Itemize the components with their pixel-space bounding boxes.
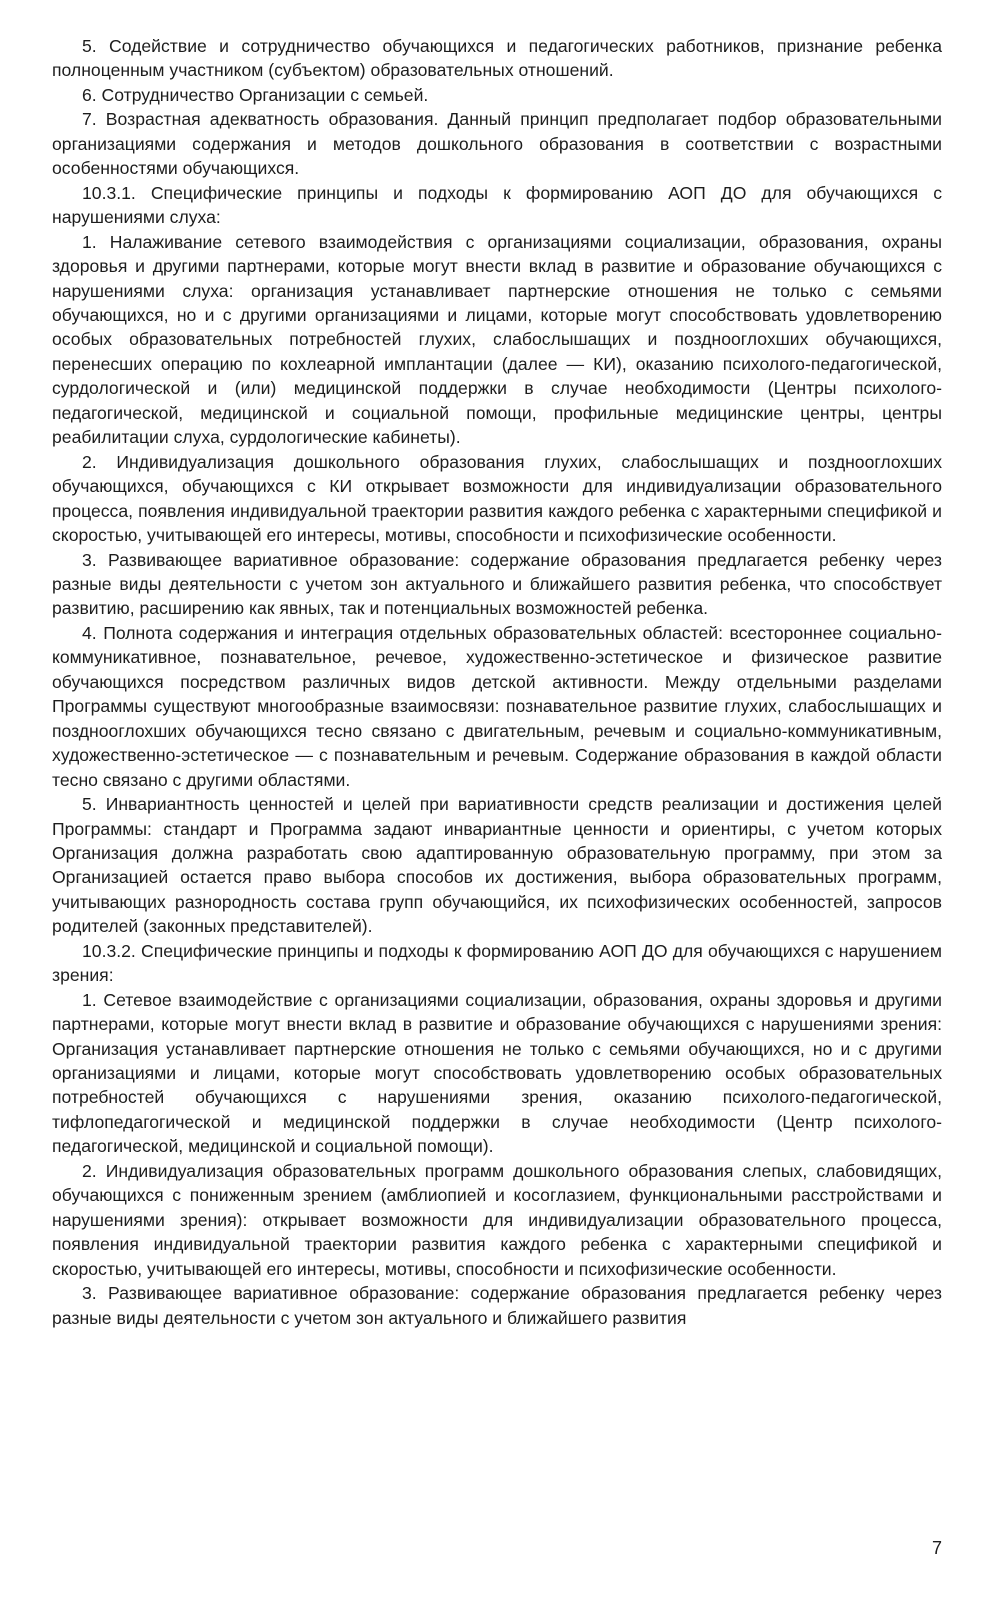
paragraph-11: 1. Сетевое взаимодействие с организациями социализации, образования, охраны здоровья и другими партнерами, которые могут внести вклад в развитие и образование обучающихся с нарушениями зрения: Организация устанавливает партнерские отношения не только с семьями обучающихся, но и с другими организациями и лицами, которые могут способствовать удовлетворению особых образовательных потребностей обучающихся с нарушениями зрения, оказанию психолого-педагогической, тифлопедагогической и медицинской поддержки в случае необходимости (Центр психолого-педагогической, медицинской и социальной помощи). (52, 989, 942, 1157)
paragraph-8: 4. Полнота содержания и интеграция отдельных образовательных областей: всестороннее социально-коммуникативное, познавательное, речевое, художественно-эстетическое и физическое развитие обучающихся посредством различных видов детской активности. Между отдельными разделами Программы существуют многообразные взаимосвязи: познавательное развитие глухих, слабослышащих и позднооглохших обучающихся тесно связано с двигательным, речевым и социально-коммуникативным, художественно-эстетическое — с познавательным и речевым. Содержание образования в каждой области тесно связано с другими областями. (52, 622, 942, 790)
section-heading-10-3-2: 10.3.2. Специфические принципы и подходы к формированию АОП ДО для обучающихся с нарушением зрения: (52, 940, 942, 986)
paragraph-13: 3. Развивающее вариативное образование: содержание образования предлагается ребенку через разные виды деятельности с учетом зон актуального и ближайшего развития (52, 1283, 942, 1328)
paragraph-7: 3. Развивающее вариативное образование: содержание образования предлагается ребенку через разные виды деятельности с учетом зон актуального и ближайшего развития ребенка, что способствует развитию, расширению как явных, так и потенциальных возможностей ребенка. (52, 549, 942, 619)
paragraph-1: 5. Содействие и сотрудничество обучающихся и педагогических работников, признание ребенка полноценным участником (субъектом) образовательных отношений. (52, 36, 942, 81)
paragraph-2: 6. Сотрудничество Организации с семьей. (82, 84, 429, 105)
paragraph-5: 1. Налаживание сетевого взаимодействия с организациями социализации, образования, охраны здоровья и другими партнерами, которые могут внести вклад в развитие и образование обучающихся с нарушениями слуха: организация устанавливает партнерские отношения не только с семьями обучающихся, но и с другими организациями и лицами, которые могут способствовать удовлетворению особых образовательных потребностей глухих, слабослышащих и позднооглохших обучающихся, перенесших операцию по кохлеарной имплантации (далее — КИ), оказанию психолого-педагогической, сурдологической и (или) медицинской поддержки в случае необходимости (Центры психолого-педагогической, медицинской и социальной помощи, профильные медицинские центры, центры реабилитации слуха, сурдологические кабинеты). (52, 231, 942, 448)
document-body (52, 34, 942, 1330)
page-number: 7 (931, 1538, 942, 1558)
section-heading-10-3-1: 10.3.1. Специфические принципы и подходы к формированию АОП ДО для обучающихся с нарушениями слуха: (52, 182, 942, 228)
paragraph-6: 2. Индивидуализация дошкольного образования глухих, слабослышащих и позднооглохших обучающихся, обучающихся с КИ открывает возможности для индивидуализации образовательного процесса, появления индивидуальной траектории развития каждого ребенка с характерными спецификой и скоростью, учитывающей его интересы, мотивы, способности и психофизические особенности. (52, 451, 942, 546)
paragraph-3: 7. Возрастная адекватность образования. Данный принцип предполагает подбор образовательными организациями содержания и методов дошкольного образования в соответствии с возрастными особенностями обучающихся. (52, 109, 942, 179)
paragraph-9: 5. Инвариантность ценностей и целей при вариативности средств реализации и достижения целей Программы: стандарт и Программа задают инвариантные ценности и ориентиры, с учетом которых Организация должна разработать свою адаптированную образовательную программу, при этом за Организацией остается право выбора способов их достижения, выбора образовательных программ, учитывающих разнородность состава групп обучающийся, их психофизических особенностей, запросов родителей (законных представителей). (52, 794, 942, 937)
paragraph-12: 2. Индивидуализация образовательных программ дошкольного образования слепых, слабовидящих, обучающихся с пониженным зрением (амблиопией и косоглазием, функциональными расстройствами и нарушениями зрения): открывает возможности для индивидуализации образовательного процесса, появления индивидуальной траектории развития каждого ребенка с характерными спецификой и скоростью, учитывающей его интересы, мотивы, способности и психофизические особенности. (52, 1160, 942, 1279)
